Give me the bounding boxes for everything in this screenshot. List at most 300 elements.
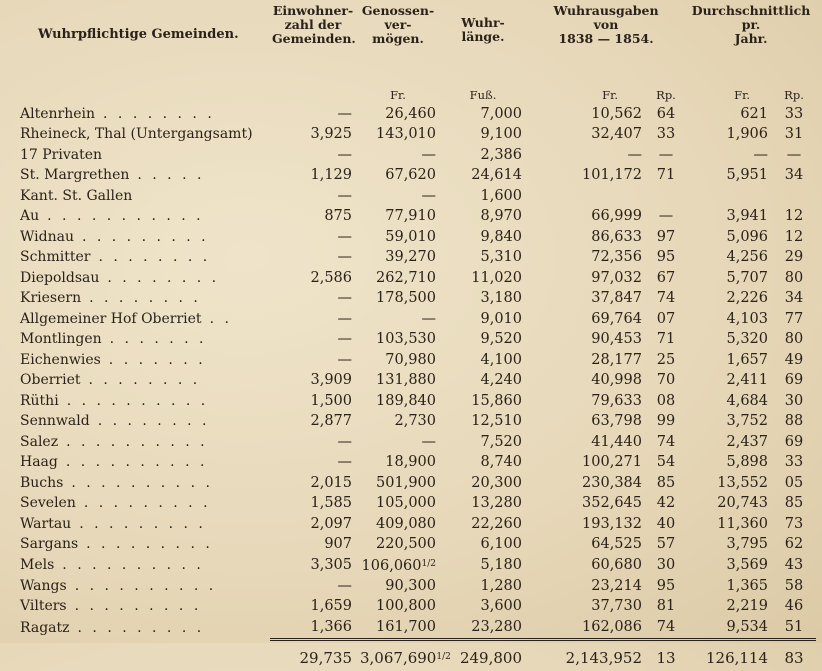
municipality-name [8,371,270,392]
einwohner-cell: 2,877 [310,413,352,430]
durchschnitt-rp-cell: 30 [784,392,804,409]
genossen-cell: 26,460 [385,105,436,122]
ausgaben-fr-cell: 63,798 [591,413,642,430]
ausgaben-rp-cell: 67 [656,269,676,286]
municipality-name [8,166,270,187]
table-row [8,268,816,289]
municipality-name [8,514,270,535]
leader-dots: . . . . . . . . [103,105,215,122]
table-row [8,371,816,392]
leader-dots: . . . . . . . [109,331,207,348]
municipality-name [8,330,270,351]
einwohner-cell: — [337,454,352,471]
table-row [8,494,816,515]
durchschnitt-rp-cell: 31 [784,126,804,143]
leader-dots: . . . . . . . . [107,269,220,286]
wuhrlaenge-cell: 13,280 [471,495,522,512]
total-einwohner: 29,735 [270,639,356,671]
table-row [8,289,816,310]
genossen-cell: 409,080 [376,515,436,532]
ausgaben-rp-cell: 95 [656,577,676,594]
table-row [8,104,816,125]
municipality-name [8,453,270,474]
municipality-label: 17 Privaten [20,146,103,163]
wuhrlaenge-cell: 12,510 [471,413,522,430]
ausgaben-rp-cell: 33 [656,126,676,143]
durchschnitt-rp-cell: 62 [784,536,804,553]
municipality-label: Wartau [20,515,72,532]
municipality-name [8,597,270,618]
totals-row [8,639,816,671]
durchschnitt-fr-cell: 1,657 [726,351,769,368]
municipality-name [8,248,270,269]
durchschnitt-fr-cell: 5,320 [726,331,769,348]
durchschnitt-fr-cell [686,186,772,207]
durchschnitt-rp-cell: 85 [784,495,804,512]
totals-blank [8,639,270,671]
ausgaben-fr-cell: — [627,146,642,163]
genossen-cell: $106,060^{1/2}$ [361,558,436,574]
einwohner-cell: 3,925 [310,126,352,143]
municipality-name [8,555,270,576]
municipality-name [8,145,270,166]
einwohner-cell: — [337,577,352,594]
wuhrlaenge-cell: 8,740 [480,454,522,471]
einwohner-cell: 1,129 [310,167,352,184]
durchschnitt-fr-cell: 9,534 [726,618,769,635]
ausgaben-fr-cell: 193,132 [582,515,642,532]
einwohner-cell: 1,659 [310,598,352,615]
durchschnitt-fr-cell: 4,684 [726,392,769,409]
durchschnitt-rp-cell: 46 [784,598,804,615]
durchschnitt-rp-cell: 33 [784,454,804,471]
header-row [8,2,816,88]
wuhrlaenge-cell: 2,386 [480,146,522,163]
ausgaben-rp-cell: 74 [656,433,676,450]
leader-dots: . . . . . . . . . . [71,474,213,491]
durchschnitt-fr-cell: 1,906 [726,126,769,143]
genossen-cell: 67,620 [385,167,436,184]
table-row [8,555,816,576]
wuhrlaenge-cell: 7,520 [480,433,522,450]
municipality-name [8,432,270,453]
durchschnitt-fr-cell: 5,096 [726,228,769,245]
durchschnitt-rp-cell: 51 [784,618,804,635]
ausgaben-fr-cell: 100,271 [582,454,642,471]
wuhrlaenge-cell: 6,100 [480,536,522,553]
ausgaben-rp-cell: 74 [656,290,676,307]
header-name: Wuhrpflichtige Gemeinden. [38,27,239,42]
ausgaben-fr-cell: 10,562 [591,105,642,122]
genossen-cell: 131,880 [376,372,436,389]
leader-dots: . . . . . . . [108,351,206,368]
ausgaben-fr-cell: 37,847 [591,290,642,307]
durchschnitt-fr-cell: 2,226 [726,290,769,307]
table-row [8,330,816,351]
municipality-label: Kant. St. Gallen [20,187,133,204]
durchschnitt-rp-cell: 49 [784,351,804,368]
wuhrlaenge-cell: 1,280 [480,577,522,594]
municipality-label: Altenrhein [20,105,96,122]
durchschnitt-fr-cell: 3,941 [726,208,769,225]
ausgaben-fr-cell: 40,998 [591,372,642,389]
ausgaben-fr-cell: 66,999 [591,208,642,225]
durchschnitt-fr-cell: 11,360 [717,515,769,532]
municipality-label: Montlingen [20,331,102,348]
durchschnitt-rp-cell: 34 [784,290,804,307]
ausgaben-fr-cell: 97,032 [591,269,642,286]
municipality-name [8,186,270,207]
table-row [8,309,816,330]
wuhrlaenge-cell: 9,100 [480,126,522,143]
einwohner-cell: 2,586 [310,269,352,286]
einwohner-cell: 875 [324,208,352,225]
ausgaben-fr-cell: 69,764 [591,310,642,327]
unit-wuhr: Fuß. [469,88,497,102]
table-row [8,145,816,166]
genossen-cell: 18,900 [385,454,436,471]
durchschnitt-fr-cell: 621 [740,105,769,122]
ausgaben-rp-cell: 85 [656,474,676,491]
wuhrlaenge-cell: 9,840 [480,228,522,245]
header-durchschnitt: Durchschnittlich pr. Jahr. [691,3,811,46]
ausgaben-fr-cell: 162,086 [582,618,642,635]
municipality-name [8,350,270,371]
header-einwohner: Einwohner- zahl der Gemeinden. [272,3,356,46]
municipality-label: Ragatz [20,619,70,636]
municipality-name [8,473,270,494]
wuhrlaenge-cell: 22,260 [471,515,522,532]
municipality-label: Mels [20,557,55,573]
wuhrlaenge-cell: 23,280 [471,618,522,635]
ausgaben-rp-cell: 71 [656,167,676,184]
durchschnitt-fr-cell: 4,103 [726,310,769,327]
einwohner-cell: 2,097 [310,515,352,532]
ausgaben-fr-cell: 64,525 [591,536,642,553]
municipality-name [8,268,270,289]
municipality-name [8,617,270,639]
einwohner-cell: 3,909 [310,372,352,389]
unit-ausgaben-fr: Fr. [602,88,618,102]
table-row [8,473,816,494]
municipality-name [8,309,270,330]
ausgaben-rp-cell: 08 [656,392,676,409]
genossen-cell: 90,300 [385,577,436,594]
leader-dots: . . . . . . . . . [83,495,211,512]
ausgaben-fr-cell: 230,384 [582,474,642,491]
ausgaben-rp-cell: 54 [656,454,676,471]
table-row [8,432,816,453]
durchschnitt-rp-cell: 80 [784,331,804,348]
total-wuhrlaenge: 249,800 [440,639,526,671]
wuhrlaenge-cell: 8,970 [480,208,522,225]
table-row [8,227,816,248]
genossen-cell: 189,840 [376,392,436,409]
durchschnitt-fr-cell: 5,951 [726,167,769,184]
header-wuhrlaenge: Wuhr- länge. [461,15,505,44]
unit-genossen: Fr. [390,88,406,102]
einwohner-cell: 3,305 [310,557,352,573]
leader-dots: . . . . . [137,167,205,184]
table-row [8,207,816,228]
ausgaben-rp-cell: 95 [656,249,676,266]
durchschnitt-rp-cell: 43 [784,557,804,573]
genossen-cell: 501,900 [376,474,436,491]
einwohner-cell: — [337,187,352,204]
leader-dots: . . . . . . . . . [74,598,202,615]
ausgaben-fr-cell: 86,633 [591,228,642,245]
table-row [8,186,816,207]
durchschnitt-fr-cell: 2,437 [726,433,769,450]
genossen-cell: 100,800 [376,598,436,615]
genossen-cell: 161,700 [376,618,436,635]
durchschnitt-rp-cell: 29 [784,249,804,266]
table-row [8,597,816,618]
total-ausgaben-rp: 13 [646,639,686,671]
leader-dots: . . . . . . . . . [86,536,213,553]
municipality-label: Vilters [20,598,67,615]
table-row [8,412,816,433]
municipality-name [8,391,270,412]
durchschnitt-fr-cell: 5,898 [726,454,769,471]
unit-row [8,88,816,104]
durchschnitt-fr-cell: 3,752 [726,413,769,430]
ausgaben-fr-cell: 72,356 [591,249,642,266]
total-genossen-fraction: 1/2 [436,651,451,662]
municipality-name [8,535,270,556]
table-row [8,125,816,146]
total-ausgaben-fr: 2,143,952 [526,639,646,671]
durchschnitt-rp-cell: — [786,146,802,163]
ausgaben-fr-cell: 32,407 [591,126,642,143]
ausgaben-rp-cell: 30 [656,557,676,573]
durchschnitt-rp-cell: 88 [784,413,804,430]
genossen-cell: 39,270 [385,249,436,266]
wuhrlaenge-cell: 5,310 [480,249,522,266]
ausgaben-rp-cell: 07 [656,310,676,327]
einwohner-cell: 2,015 [310,474,352,491]
unit-blank [270,88,356,104]
durchschnitt-rp-cell: 12 [784,228,804,245]
leader-dots: . . [209,310,232,327]
wuhrlaenge-cell: 9,520 [480,331,522,348]
leader-dots: . . . . . . . . . [79,515,206,532]
genossen-cell: 105,000 [376,495,436,512]
genossen-cell: — [421,433,436,450]
wuhrlaenge-cell: 5,180 [480,557,522,573]
durchschnitt-rp-cell: 33 [784,105,804,122]
municipality-name [8,125,270,146]
wuhrlaenge-cell: 7,000 [480,105,522,122]
einwohner-cell: — [337,351,352,368]
ausgaben-fr-cell: 28,177 [591,351,642,368]
municipality-label: Schmitter [20,249,91,266]
table-row [8,535,816,556]
header-genossen: Genossen- ver- mögen. [361,3,435,46]
wuhrlaenge-cell: 20,300 [471,474,522,491]
total-genossen: $3,067,690^{1/2}$ [356,639,440,671]
einwohner-cell: — [337,228,352,245]
municipality-name [8,207,270,228]
durchschnitt-fr-cell: 4,256 [726,249,769,266]
ausgaben-rp-cell: — [658,146,674,163]
ausgaben-fr-cell: 23,214 [591,577,642,594]
ausgaben-rp-cell: 99 [656,413,676,430]
table-row [8,617,816,639]
municipality-label: Au [20,208,40,225]
leader-dots: . . . . . . . . . [81,228,209,245]
municipality-label: Widnau [20,228,74,245]
ausgaben-rp-cell: 81 [656,598,676,615]
total-durchschnitt-rp: 83 [772,639,816,671]
wuhrlaenge-cell: 24,614 [471,167,522,184]
leader-dots: . . . . . . . . . . [62,557,204,573]
genossen-cell: 220,500 [376,536,436,553]
ausgaben-fr-cell: 41,440 [591,433,642,450]
ausgaben-fr-cell [526,186,646,207]
ausgaben-rp-cell: 70 [656,372,676,389]
leader-dots: . . . . . . . . . . . [47,208,204,225]
ausgaben-fr-cell: 101,172 [582,167,642,184]
table-row [8,350,816,371]
ausgaben-rp-cell: 57 [656,536,676,553]
table-row [8,453,816,474]
genossen-cell: — [421,146,436,163]
municipality-label: Allgemeiner Hof Oberriet [20,310,202,327]
table-row [8,391,816,412]
durchschnitt-fr-cell: 1,365 [726,577,769,594]
ausgaben-rp-cell: — [658,208,674,225]
durchschnitt-fr-cell: 13,552 [717,474,769,491]
wuhrlaenge-cell: 9,010 [480,310,522,327]
ausgaben-rp-cell: 64 [656,105,676,122]
ausgaben-fr-cell: 79,633 [591,392,642,409]
leader-dots: . . . . . . . . [97,413,210,430]
table-row [8,248,816,269]
wuhrlaenge-cell: 3,180 [480,290,522,307]
leader-dots: . . . . . . . . . . [74,577,217,594]
genossen-cell: 59,010 [385,228,436,245]
municipality-label: Sargans [20,536,79,553]
durchschnitt-rp-cell: 12 [784,208,804,225]
ausgaben-fr-cell: 352,645 [582,495,642,512]
municipality-name [8,289,270,310]
wuhrlaenge-cell: 15,860 [471,392,522,409]
municipality-label: Eichenwies [20,351,101,368]
durchschnitt-fr-cell: 3,569 [726,557,769,573]
durchschnitt-rp-cell: 73 [784,515,804,532]
ausgaben-fr-cell: 37,730 [591,598,642,615]
municipality-label: Rheineck, Thal (Untergangsamt) [20,126,253,143]
einwohner-cell: — [337,310,352,327]
durchschnitt-fr-cell: 2,219 [726,598,769,615]
header-ausgaben: Wuhrausgaben von 1838 — 1854. [553,3,659,46]
wuhrlaenge-cell: 4,100 [480,351,522,368]
municipality-label: Salez [20,433,59,450]
genossen-cell: 143,010 [376,126,436,143]
unit-durchschnitt-fr: Fr. [734,88,751,102]
durchschnitt-rp-cell: 05 [784,474,804,491]
table-row [8,514,816,535]
unit-ausgaben-rp: Rp. [656,88,676,102]
ausgaben-fr-cell: 60,680 [591,557,642,573]
genossen-cell: 178,500 [376,290,436,307]
municipality-label: Wangs [20,577,67,594]
genossen-cell: 2,730 [394,413,436,430]
genossen-cell: 70,980 [385,351,436,368]
municipality-label: Diepoldsau [20,269,100,286]
durchschnitt-rp-cell: 77 [784,310,804,327]
wuhr-table [8,2,816,671]
ausgaben-rp-cell: 74 [656,618,676,635]
leader-dots: . . . . . . . . [98,249,211,266]
ausgaben-rp-cell: 40 [656,515,676,532]
leader-dots: . . . . . . . . . . [65,454,208,471]
durchschnitt-fr-cell: 20,743 [717,495,769,512]
municipality-label: Kriesern [20,290,82,307]
einwohner-cell: 1,500 [310,392,352,409]
municipality-name [8,227,270,248]
municipality-label: Rüthi [20,392,59,409]
municipality-label: St. Margrethen [20,167,130,184]
einwohner-cell: — [337,290,352,307]
ausgaben-rp-cell: 42 [656,495,676,512]
durchschnitt-rp-cell: 80 [784,269,804,286]
einwohner-cell: — [337,105,352,122]
durchschnitt-rp-cell: 34 [784,167,804,184]
unit-durchschnitt-rp: Rp. [784,88,804,102]
ausgaben-fr-cell: 90,453 [591,331,642,348]
durchschnitt-fr-cell: 5,707 [726,269,769,286]
municipality-name [8,576,270,597]
municipality-label: Buchs [20,474,64,491]
einwohner-cell: — [337,331,352,348]
durchschnitt-rp-cell [772,186,816,207]
unit-blank [8,88,270,104]
durchschnitt-fr-cell: — [753,146,769,163]
genossen-cell: — [421,187,436,204]
ausgaben-rp-cell: 25 [656,351,676,368]
ausgaben-rp-cell: 97 [656,228,676,245]
einwohner-cell: — [337,146,352,163]
durchschnitt-rp-cell: 69 [784,433,804,450]
durchschnitt-rp-cell: 58 [784,577,804,594]
municipality-label: Haag [20,454,58,471]
wuhrlaenge-cell: 4,240 [480,372,522,389]
genossen-cell: — [421,310,436,327]
wuhrlaenge-cell: 1,600 [480,187,522,204]
genossen-cell: 77,910 [385,208,436,225]
municipality-label: Sennwald [20,413,90,430]
genossen-cell: 262,710 [376,269,436,286]
genossen-cell: 103,530 [376,331,436,348]
genossen-fraction: 1/2 [421,559,436,569]
ausgaben-rp-cell: 71 [656,331,676,348]
municipality-name [8,104,270,125]
table-row [8,576,816,597]
total-durchschnitt-fr: 126,114 [686,639,772,671]
einwohner-cell: 907 [324,536,352,553]
durchschnitt-fr-cell: 3,795 [726,536,769,553]
durchschnitt-rp-cell: 69 [784,372,804,389]
leader-dots: . . . . . . . . . [77,619,205,636]
municipality-name [8,412,270,433]
wuhrlaenge-cell: 3,600 [480,598,522,615]
leader-dots: . . . . . . . . . . [66,433,208,450]
leader-dots: . . . . . . . . [89,290,201,307]
durchschnitt-fr-cell: 2,411 [726,372,769,389]
municipality-label: Oberriet [20,372,81,389]
